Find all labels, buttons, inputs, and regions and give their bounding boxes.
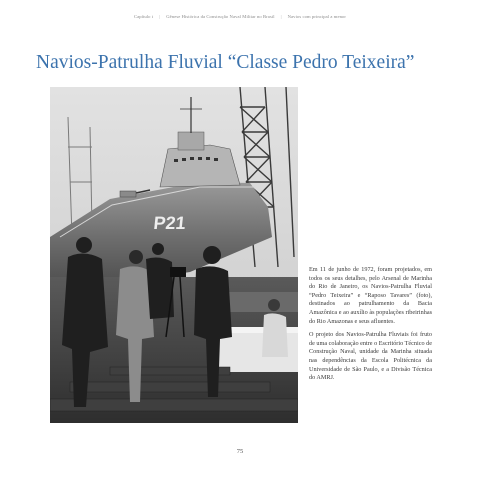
hull-number: P21 xyxy=(152,213,187,233)
header-subsection: Navios com principal a menor xyxy=(287,14,347,19)
running-header: Capítulo i | Gênese Histórica da Construção Naval Militar no Brasil | Navios com principal a menor xyxy=(133,14,347,19)
page-title: Navios-Patrulha Fluvial “Classe Pedro Teixeira” xyxy=(36,52,415,73)
ship-launch-photo xyxy=(50,87,298,423)
header-chapter: Capítulo i xyxy=(133,14,154,19)
page-number: 75 xyxy=(236,448,244,455)
body-text xyxy=(309,266,432,388)
paragraph-2: O projeto dos Navios-Patrulha Fluviais foi fruto de uma colaboração entre o Escritório Técnico de Construção Naval, unidade da Marinha situada nas dependências da Escola Politécnica da Universidade de São Paulo, e a Divisão Técnica do AMRJ. xyxy=(309,331,432,382)
header-section: Gênese Histórica da Construção Naval Militar no Brasil xyxy=(166,14,275,19)
paragraph-1: Em 11 de junho de 1972, foram projetados, em todos os seus detalhes, pelo Arsenal de Marinha do Rio de Janeiro, os Navios-Patrulha Fluvial “Pedro Teixeira” e “Raposo Tavares” (foto), destinados ao patrulhamento da Bacia Amazônica e ao auxílio às populações ribeirinhas do Rio Amazonas e seus afluentes. xyxy=(309,266,432,325)
